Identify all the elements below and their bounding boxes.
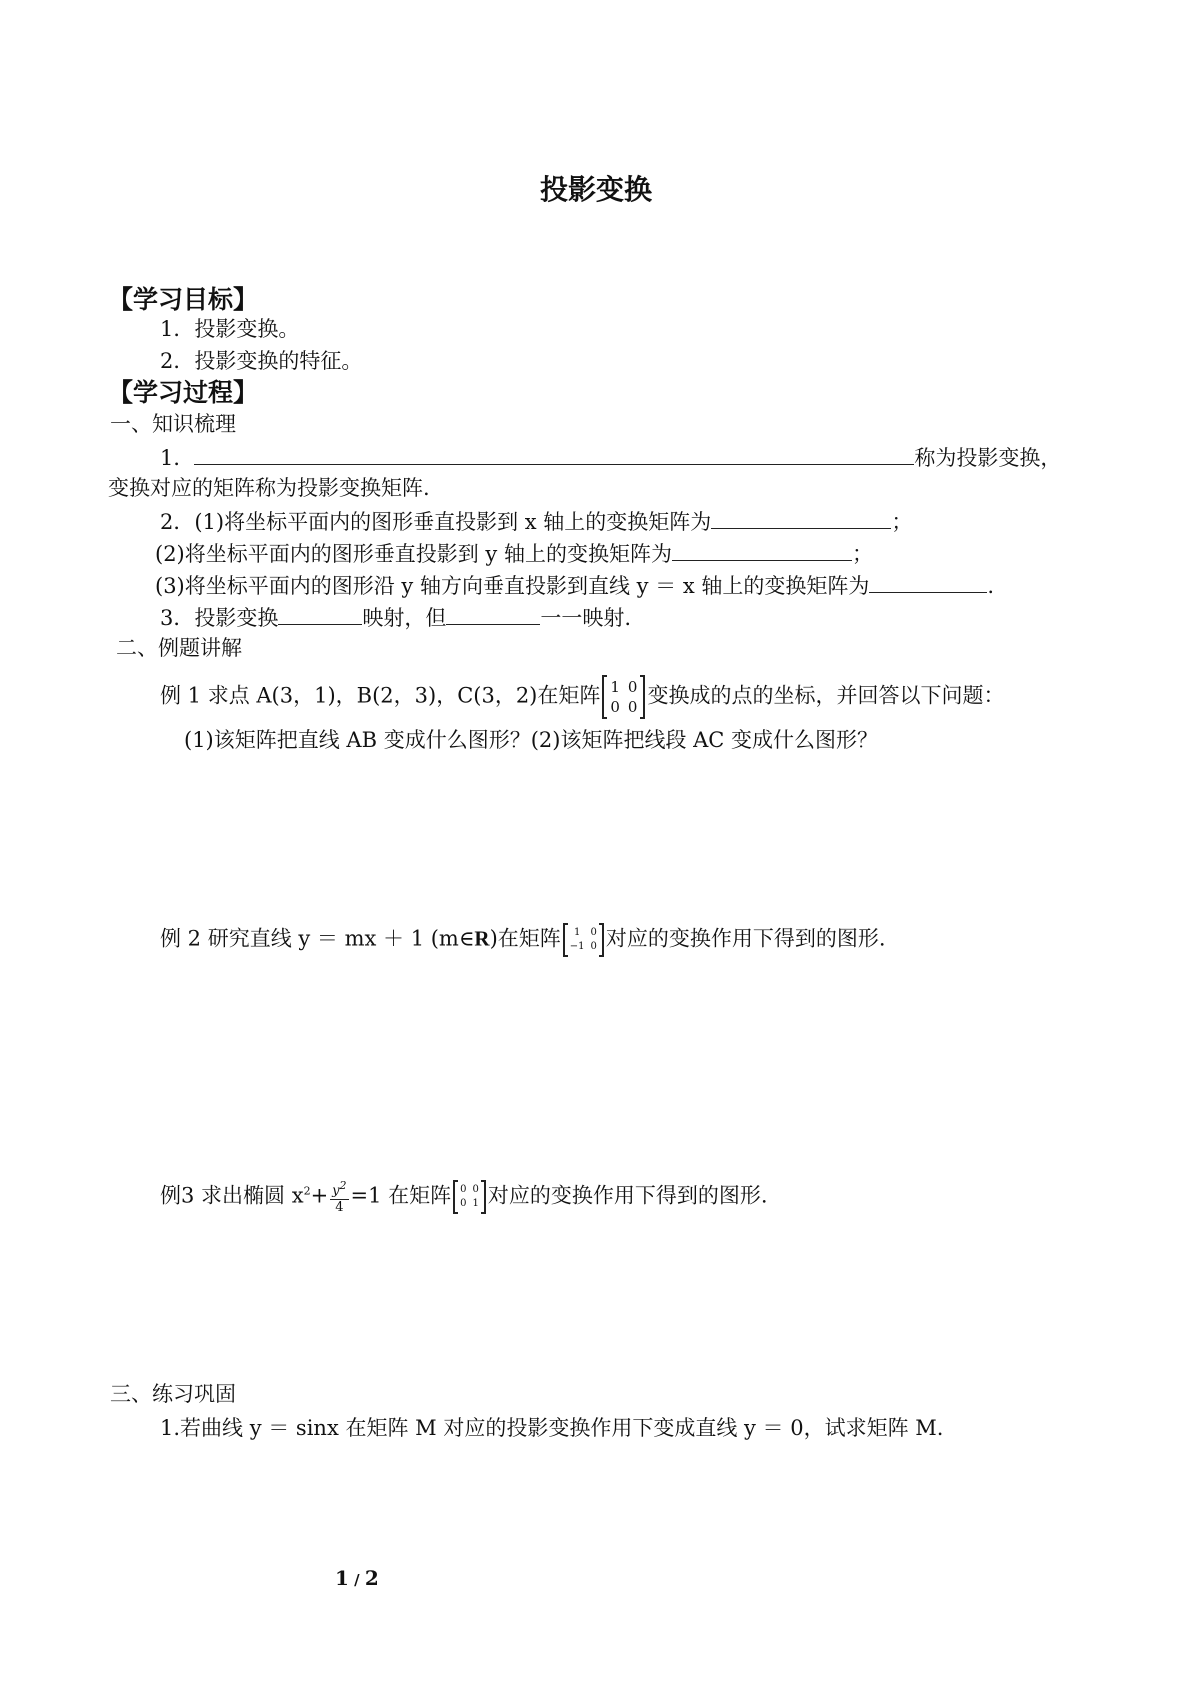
q3-text-c: 一一映射. (540, 606, 632, 630)
q2b-blank (672, 542, 852, 561)
ex2-m21: −1 (569, 941, 585, 952)
knowledge-q2a (160, 510, 912, 533)
q1-prefix: 1． (160, 446, 195, 470)
ex2-real-set: R (474, 926, 490, 951)
process-heading: 【学习过程】 (108, 378, 259, 407)
page-number (335, 1568, 379, 1588)
example-1 (160, 676, 1004, 718)
q3-blank-2 (446, 606, 540, 625)
q2c-end: . (987, 574, 995, 598)
ex2-m22: 0 (590, 941, 597, 952)
q3-text-a: 3．投影变换 (160, 606, 279, 630)
ex3-matrix (453, 1181, 486, 1213)
examples-heading: 二、例题讲解 (116, 636, 242, 660)
q3-text-b: 映射，但 (362, 606, 447, 630)
example-1-questions: (1)该矩阵把直线 AB 变成什么图形？(2)该矩阵把线段 AC 变成什么图形？ (184, 728, 879, 752)
q2a-blank (711, 510, 891, 529)
q1-suffix: 称为投影变换， (914, 446, 1062, 470)
ex3-suffix: 对应的变换作用下得到的图形. (487, 1183, 768, 1208)
q2b-text: (2)将坐标平面内的图形垂直投影到 y 轴上的变换矩阵为 (155, 542, 672, 566)
ex3-denominator: 4 (335, 1200, 344, 1216)
ex3-num-var: y (332, 1183, 340, 1199)
goal-item-2: 2．投影变换的特征。 (160, 349, 363, 373)
ex1-matrix (602, 676, 645, 718)
ex3-m12: 0 (472, 1184, 479, 1196)
ex3-m22: 1 (472, 1198, 479, 1210)
q2b-end: ； (851, 542, 873, 566)
example-3 (160, 1178, 768, 1216)
page-total: 2 (364, 1566, 379, 1590)
practice-heading: 三、练习巩固 (110, 1382, 236, 1406)
q2a-text: 2．(1)将坐标平面内的图形垂直投影到 x 轴上的变换矩阵为 (160, 510, 712, 534)
q1-blank (194, 446, 914, 465)
q2c-blank (869, 574, 987, 593)
ex1-m21: 0 (610, 698, 620, 716)
ex3-eq: =1 在矩阵 (350, 1183, 452, 1208)
page-current: 1 (335, 1566, 349, 1590)
ex2-m11: 1 (573, 927, 581, 938)
ex2-prefix: 例 2 研究直线 y ＝ mx ＋ 1 (m∈ (160, 926, 475, 951)
knowledge-q1 (160, 446, 1061, 469)
ex2-matrix (563, 924, 604, 956)
ex2-suffix: 对应的变换作用下得到的图形. (605, 926, 886, 951)
ex2-mid: )在矩阵 (489, 926, 561, 951)
ex1-m22: 0 (627, 698, 638, 716)
goals-heading: 【学习目标】 (108, 285, 259, 314)
page-separator: / (348, 1571, 365, 1589)
ex1-m12: 0 (627, 678, 638, 696)
ex2-m12: 0 (590, 927, 597, 938)
ex3-prefix: 例3 求出椭圆 x (160, 1183, 304, 1208)
page-title: 投影变换 (540, 173, 653, 206)
q2a-end: ； (891, 510, 913, 534)
knowledge-q2b (155, 542, 873, 565)
ex3-numerator (330, 1178, 348, 1200)
ex3-m21: 0 (460, 1198, 467, 1210)
ex3-m11: 0 (460, 1184, 467, 1196)
ex3-num-square: 2 (339, 1179, 347, 1192)
knowledge-q3 (160, 606, 631, 629)
ex3-fraction (330, 1178, 348, 1216)
example-2 (160, 924, 886, 956)
ex3-plus: + (310, 1183, 329, 1208)
ex1-prefix: 例 1 求点 A(3，1)，B(2，3)，C(3，2)在矩阵 (160, 683, 601, 708)
ex1-suffix: 变换成的点的坐标，并回答以下问题： (647, 683, 1005, 708)
practice-q1: 1.若曲线 y ＝ sinx 在矩阵 M 对应的投影变换作用下变成直线 y ＝ 0，试求矩阵 M. (160, 1416, 944, 1440)
q3-blank-1 (278, 606, 362, 625)
ex1-m11: 1 (610, 678, 620, 696)
goal-item-1: 1．投影变换。 (160, 317, 300, 341)
q2c-text: (3)将坐标平面内的图形沿 y 轴方向垂直投影到直线 y ＝ x 轴上的变换矩阵为 (155, 574, 870, 598)
knowledge-heading: 一、知识梳理 (110, 412, 236, 436)
knowledge-q1-cont: 变换对应的矩阵称为投影变换矩阵. (108, 476, 430, 500)
knowledge-q2c (155, 574, 994, 597)
ex3-square: 2 (303, 1184, 311, 1198)
